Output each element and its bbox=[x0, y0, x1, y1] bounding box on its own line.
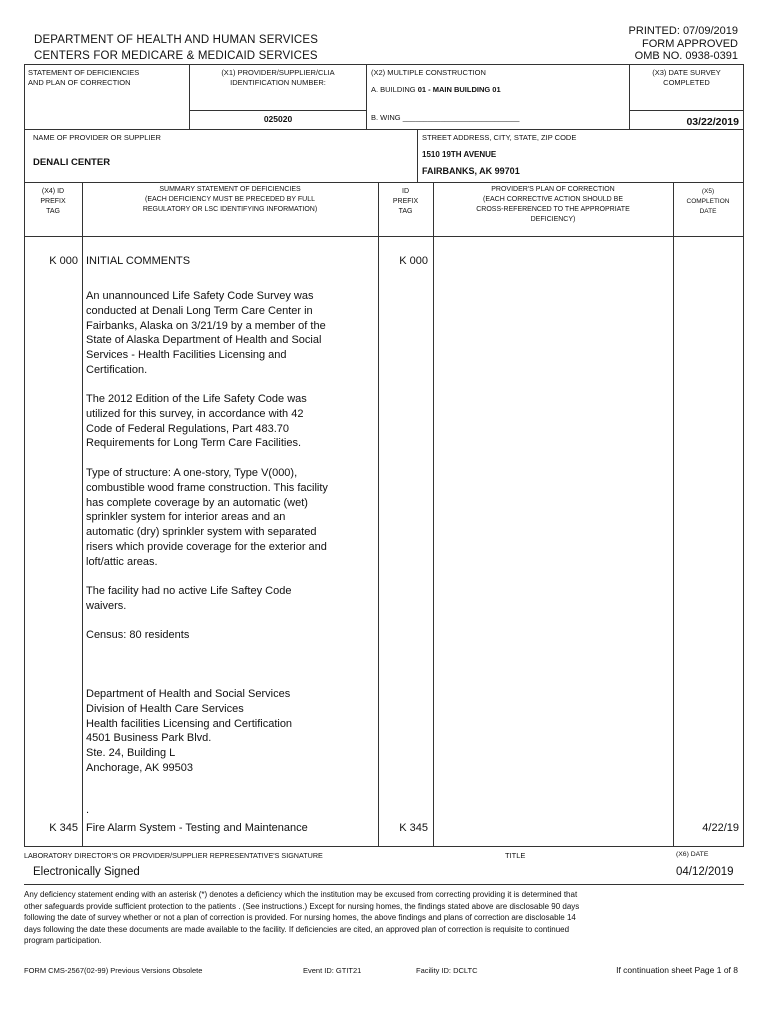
date-survey-value: 03/22/2019 bbox=[686, 116, 739, 128]
row-id-tag: K 000 bbox=[399, 255, 428, 267]
omb-number: OMB NO. 0938-0391 bbox=[634, 50, 738, 62]
department-title: DEPARTMENT OF HEALTH AND HUMAN SERVICES bbox=[34, 34, 319, 46]
row-tag: K 345 bbox=[49, 822, 78, 834]
paragraph-edition: The 2012 Edition of the Life Safety Code was utilized for this survey, in accordance with 42 Code of Federal Regulations, Part 483.70 Requirements for Long Term Care Facilities. bbox=[86, 393, 307, 450]
printed-date: PRINTED: 07/09/2019 bbox=[628, 25, 738, 37]
signature-date-label: (X6) DATE bbox=[676, 851, 709, 858]
provider-id-label: (X1) PROVIDER/SUPPLIER/CLIA IDENTIFICATION NUMBER: bbox=[221, 68, 335, 87]
row-title: Fire Alarm System - Testing and Maintenance bbox=[86, 822, 308, 834]
signature-value: Electronically Signed bbox=[33, 866, 140, 878]
disclaimer-text: Any deficiency statement ending with an asterisk (*) denotes a deficiency which the institution may be excused from correcting providing it is determined that other safeguards provide sufficient protection to the patients . (See instructions.) Except for nursing homes, the findings stated above are disclosable 90 days following the date of survey whether or not a plan of correction is provided. For nursing homes, the above findings and plans of correction are disclosable 14 days following the date these documents are made available to the facility. If deficiencies are cited, an approved plan of correction is requisite to continued program participation. bbox=[24, 890, 580, 945]
col-id-header: ID PREFIX TAG bbox=[392, 188, 419, 215]
row-id-tag: K 345 bbox=[399, 822, 428, 834]
wing-label: B. WING bbox=[371, 113, 401, 122]
city-state-zip: FAIRBANKS, AK 99701 bbox=[422, 166, 520, 176]
street-address: 1510 19TH AVENUE bbox=[422, 150, 497, 159]
street-address-label: STREET ADDRESS, CITY, STATE, ZIP CODE bbox=[422, 133, 577, 142]
col-x5-header: (X5) COMPLETION DATE bbox=[686, 188, 730, 215]
row-tag: K 000 bbox=[49, 255, 78, 267]
col-summary-header: SUMMARY STATEMENT OF DEFICIENCIES (EACH DEFICIENCY MUST BE PRECEDED BY FULL REGULATORY OR LSC IDENTIFYING INFORMATION) bbox=[142, 186, 318, 213]
provider-name-label: NAME OF PROVIDER OR SUPPLIER bbox=[33, 133, 161, 142]
provider-id-value: 025020 bbox=[263, 114, 293, 124]
event-id: Event ID: GTIT21 bbox=[303, 966, 362, 975]
centers-title: CENTERS FOR MEDICARE & MEDICAID SERVICES bbox=[34, 49, 318, 62]
facility-id: Facility ID: DCLTC bbox=[416, 966, 478, 975]
paragraph-survey: An unannounced Life Safety Code Survey was conducted at Denali Long Term Care Center in Fairbanks, Alaska on 3/21/19 by a member of the State of Alaska Department of Health and Social Services - Health Facilities Licensing and Certification. bbox=[86, 290, 326, 376]
paragraph-census: Census: 80 residents bbox=[86, 629, 190, 641]
date-survey-label: (X3) DATE SURVEY COMPLETED bbox=[652, 68, 721, 87]
multiple-construction-label: (X2) MULTIPLE CONSTRUCTION bbox=[371, 68, 486, 77]
paragraph-structure: Type of structure: A one-story, Type V(000), combustible wood frame construction. This facility has complete coverage by an automatic (wet) sprinkler system for interior areas and an automatic (dry) sprinkler system with separated risers which provide coverage for the exterior and loft/attic areas. bbox=[86, 467, 328, 568]
wing-blank: ____________________________ bbox=[402, 113, 520, 122]
paragraph-waivers: The facility had no active Life Saftey Code waivers. bbox=[86, 585, 292, 612]
col-x4-header: (X4) ID PREFIX TAG bbox=[40, 188, 66, 215]
row-completion-date: 4/22/19 bbox=[702, 822, 739, 834]
provider-name: DENALI CENTER bbox=[33, 157, 111, 168]
col-plan-header: PROVIDER'S PLAN OF CORRECTION (EACH CORRECTIVE ACTION SHOULD BE CROSS-REFERENCED TO THE APPROPRIATE DEFICIENCY) bbox=[476, 186, 630, 223]
paragraph-period: . bbox=[86, 804, 90, 816]
row-title: INITIAL COMMENTS bbox=[86, 255, 191, 267]
signature-label: LABORATORY DIRECTOR'S OR PROVIDER/SUPPLIER REPRESENTATIVE'S SIGNATURE bbox=[24, 851, 323, 860]
building-label: A. BUILDING bbox=[371, 85, 416, 94]
building-value: 01 - MAIN BUILDING 01 bbox=[417, 85, 501, 94]
wing-line bbox=[371, 113, 519, 123]
form-number: FORM CMS-2567(02-99) Previous Versions Obsolete bbox=[24, 966, 203, 975]
signature-date: 04/12/2019 bbox=[676, 866, 734, 878]
statement-label: STATEMENT OF DEFICIENCIES AND PLAN OF CORRECTION bbox=[28, 68, 140, 87]
paragraph-address: Department of Health and Social Services Division of Health Care Services Health facilities Licensing and Certification 4501 Business Park Blvd. Ste. 24, Building L Anchorage, AK 99503 bbox=[86, 688, 293, 774]
title-label: TITLE bbox=[505, 851, 526, 860]
building-line bbox=[371, 85, 501, 95]
page-indicator: If continuation sheet Page 1 of 8 bbox=[616, 965, 738, 975]
form-approved: FORM APPROVED bbox=[642, 37, 738, 50]
